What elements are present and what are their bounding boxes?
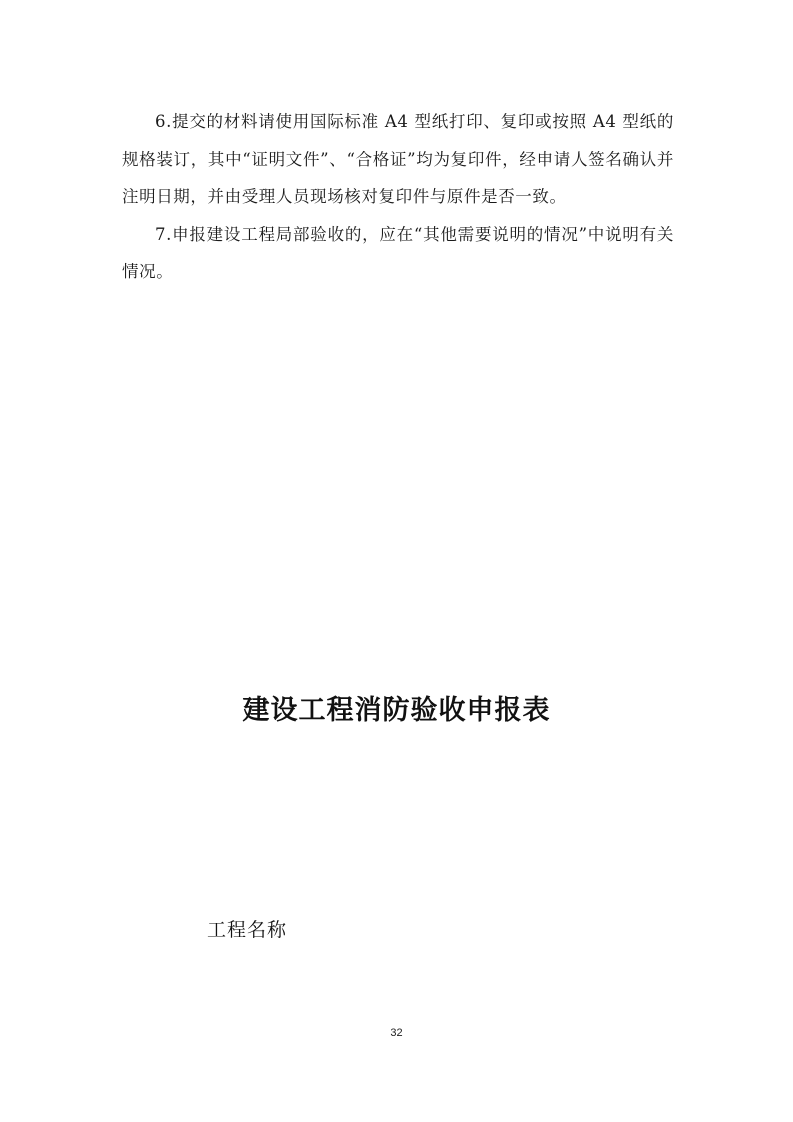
instructions-section: [122, 103, 674, 291]
page-number: 32: [390, 1027, 403, 1039]
project-name-label: 工程名称: [207, 919, 288, 941]
instruction-item-7: 7.申报建设工程局部验收的，应在“其他需要说明的情况”中说明有关情况。: [122, 224, 674, 281]
form-title: 建设工程消防验收申报表: [242, 695, 551, 726]
instruction-item-6: 6.提交的材料请使用国际标准 A4 型纸打印、复印或按照 A4 型纸的规格装订，其中“证明文件”、“合格证”均为复印件，经申请人签名确认并注明日期，并由受理人员现场核对复印件与原件是否一致。: [122, 112, 674, 206]
